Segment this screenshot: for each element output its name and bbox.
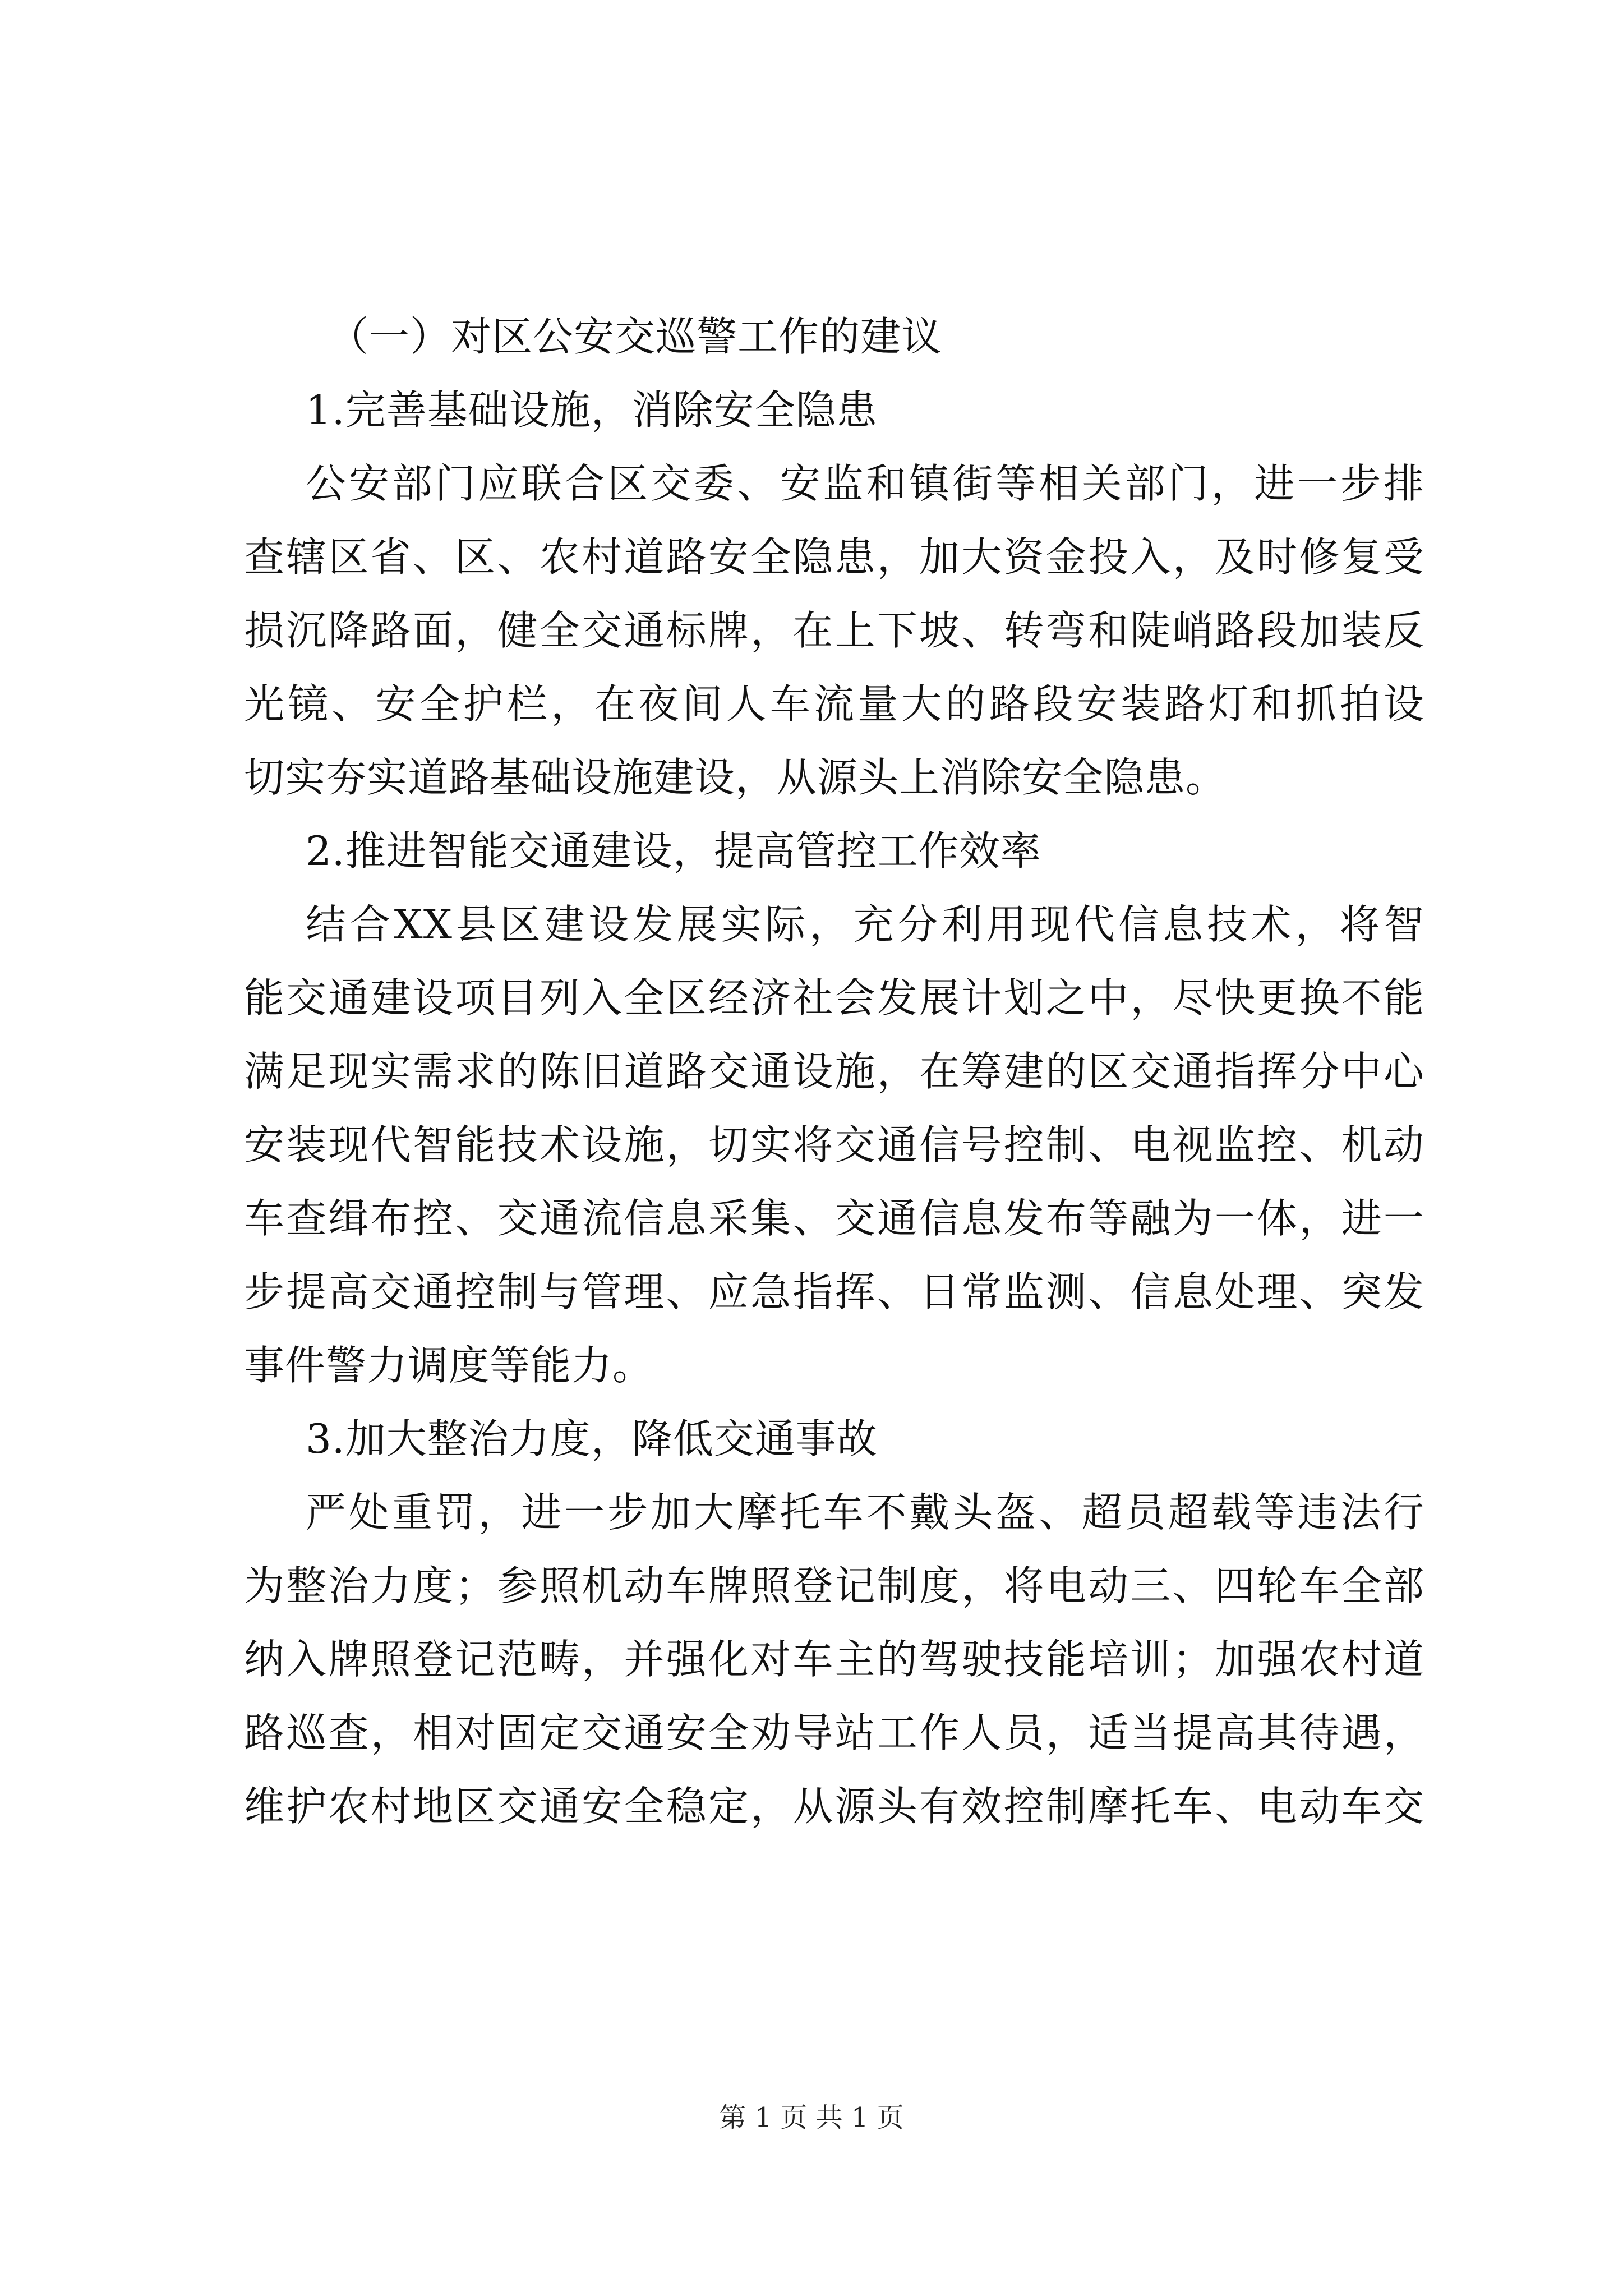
paragraph-line: 维护农村地区交通安全稳定，从源头有效控制摩托车、电动车交 [244, 1783, 1424, 1830]
paragraph-line: 步提高交通控制与管理、应急指挥、日常监测、信息处理、突发 [244, 1268, 1424, 1315]
paragraph-line: 路巡查，相对固定交通安全劝导站工作人员，适当提高其待遇， [244, 1709, 1424, 1756]
paragraph-line: 严处重罚，进一步加大摩托车不戴头盔、超员超载等违法行 [306, 1489, 1424, 1536]
subsection-heading: 3.加大整治力度，降低交通事故 [306, 1415, 878, 1462]
paragraph-line: 结合XX县区建设发展实际，充分利用现代信息技术，将智 [306, 901, 1424, 948]
paragraph-line: 事件警力调度等能力。 [244, 1342, 654, 1389]
paragraph-line: 损沉降路面，健全交通标牌，在上下坡、转弯和陡峭路段加装反 [244, 607, 1424, 654]
paragraph-line: 公安部门应联合区交委、安监和镇街等相关部门，进一步排 [306, 460, 1424, 507]
paragraph-line: 车查缉布控、交通流信息采集、交通信息发布等融为一体，进一 [244, 1195, 1424, 1242]
subsection-heading: 2.推进智能交通建设，提高管控工作效率 [306, 827, 1041, 875]
paragraph-line: 查辖区省、区、农村道路安全隐患，加大资金投入，及时修复受 [244, 533, 1424, 581]
paragraph-line: 为整治力度；参照机动车牌照登记制度，将电动三、四轮车全部 [244, 1562, 1424, 1609]
document-body [244, 300, 1424, 1843]
page-footer: 第 1 页 共 1 页 [719, 2102, 904, 2133]
subsection-heading: 1.完善基础设施，消除安全隐患 [306, 386, 878, 434]
paragraph-line: 安装现代智能技术设施，切实将交通信号控制、电视监控、机动 [244, 1121, 1424, 1168]
paragraph-line: 切实夯实道路基础设施建设，从源头上消除安全隐患。 [244, 754, 1227, 801]
paragraph-line: 能交通建设项目列入全区经济社会发展计划之中，尽快更换不能 [244, 974, 1424, 1022]
paragraph-line: 光镜、安全护栏，在夜间人车流量大的路段安装路灯和抓拍设 [244, 680, 1424, 728]
section-heading: （一）对区公安交巡警工作的建议 [328, 313, 943, 360]
paragraph-line: 满足现实需求的陈旧道路交通设施，在筹建的区交通指挥分中心 [244, 1048, 1424, 1095]
paragraph-line: 纳入牌照登记范畴，并强化对车主的驾驶技能培训；加强农村道 [244, 1636, 1424, 1683]
